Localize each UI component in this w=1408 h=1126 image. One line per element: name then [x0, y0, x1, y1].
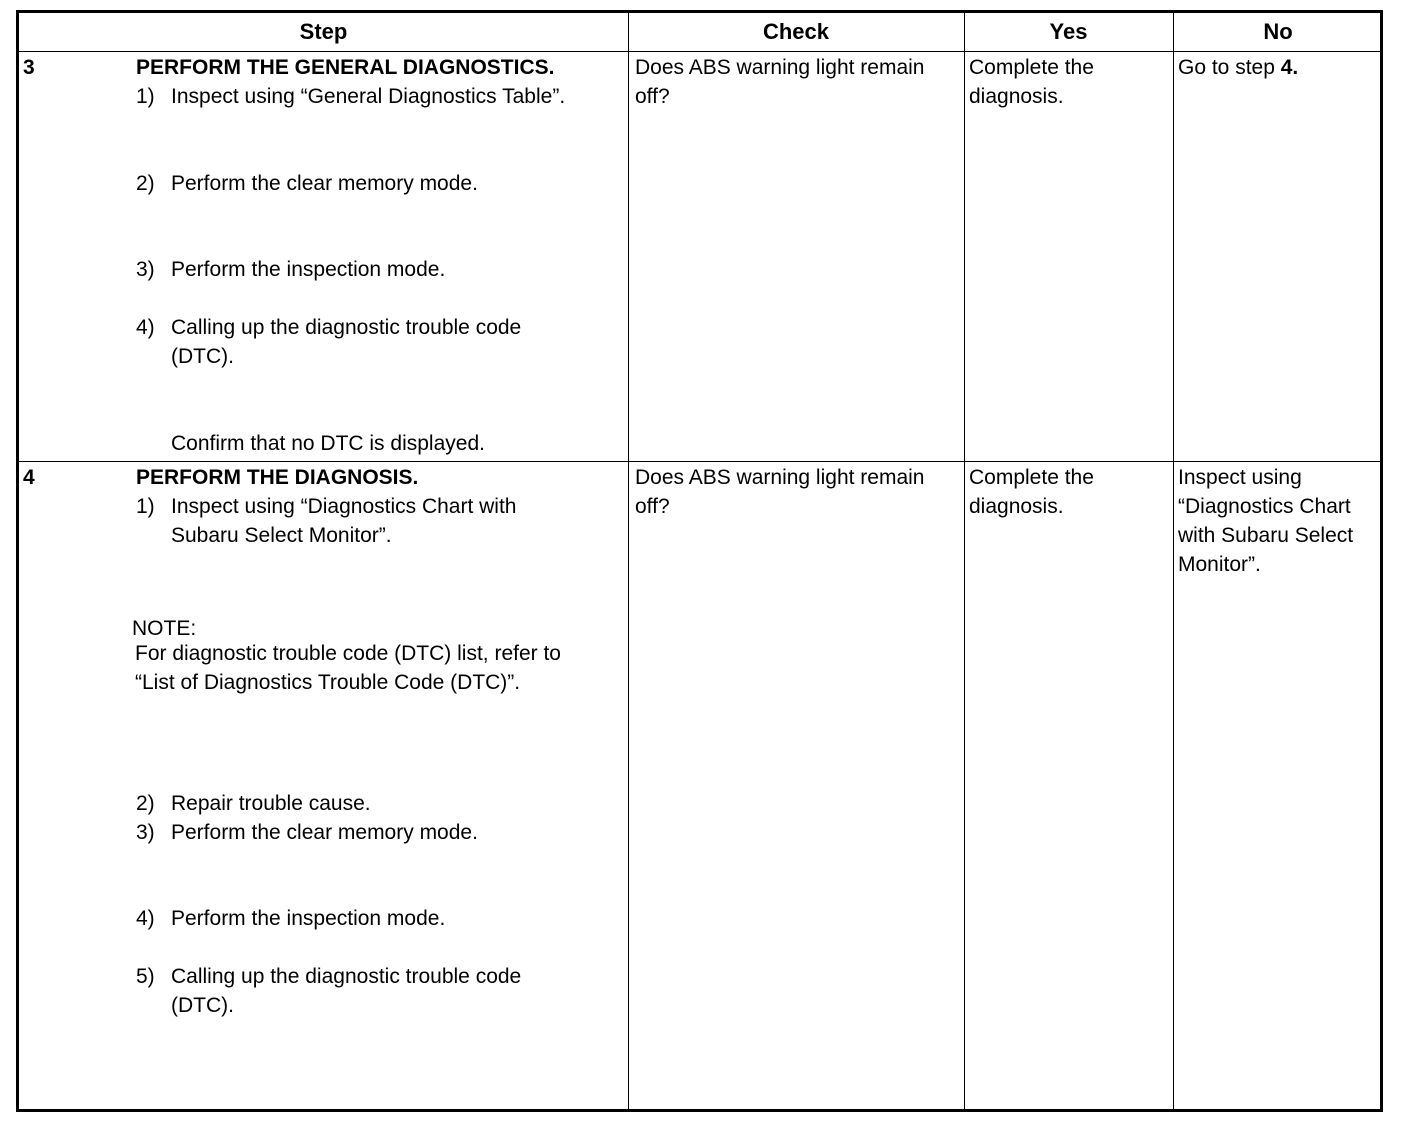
- substep-text: Perform the inspection mode.: [171, 258, 446, 281]
- substep-number: 5): [136, 965, 155, 988]
- diagnostic-table: [16, 10, 1383, 1112]
- check-text: Does ABS warning light remain: [635, 466, 925, 489]
- check-text: off?: [635, 495, 670, 518]
- substep-text: Inspect using “General Diagnostics Table”.: [171, 85, 566, 108]
- step-title: PERFORM THE DIAGNOSIS.: [136, 466, 419, 489]
- column-divider: [1173, 13, 1174, 1109]
- no-text: Monitor”.: [1178, 553, 1261, 576]
- substep-number: 1): [136, 85, 155, 108]
- substep-text: Calling up the diagnostic trouble code: [171, 316, 522, 339]
- no-prefix: Go to step: [1178, 56, 1281, 79]
- substep-number: 2): [136, 172, 155, 195]
- no-text: Inspect using: [1178, 466, 1302, 489]
- yes-text: diagnosis.: [969, 495, 1064, 518]
- substep-text: (DTC).: [171, 345, 234, 368]
- substep-text: Calling up the diagnostic trouble code: [171, 965, 522, 988]
- confirm-text: Confirm that no DTC is displayed.: [171, 432, 485, 455]
- no-text: [1178, 53, 1298, 82]
- substep-number: 4): [136, 316, 155, 339]
- substep-number: 2): [136, 792, 155, 815]
- substep-text: Perform the clear memory mode.: [171, 821, 478, 844]
- substep-text: Repair trouble cause.: [171, 792, 371, 815]
- step-number: 4: [23, 466, 35, 489]
- yes-text: Complete the: [969, 56, 1094, 79]
- column-divider: [964, 13, 965, 1109]
- substep-text: Perform the clear memory mode.: [171, 172, 478, 195]
- substep-number: 1): [136, 495, 155, 518]
- note-text: “List of Diagnostics Trouble Code (DTC)”.: [135, 671, 521, 694]
- yes-text: Complete the: [969, 466, 1094, 489]
- header-step: Step: [299, 19, 348, 44]
- header-no: No: [1263, 19, 1293, 44]
- substep-number: 3): [136, 821, 155, 844]
- column-divider: [628, 13, 629, 1109]
- no-text: “Diagnostics Chart: [1178, 495, 1351, 518]
- substep-text: Inspect using “Diagnostics Chart with: [171, 495, 517, 518]
- substep-text: Subaru Select Monitor”.: [171, 524, 392, 547]
- step-title: PERFORM THE GENERAL DIAGNOSTICS.: [136, 56, 555, 79]
- header-yes: Yes: [1049, 19, 1088, 44]
- header-check: Check: [762, 19, 830, 44]
- step-number: 3: [23, 56, 35, 79]
- row-divider: [19, 461, 1380, 462]
- substep-text: (DTC).: [171, 994, 234, 1017]
- yes-text: diagnosis.: [969, 85, 1064, 108]
- check-text: off?: [635, 85, 670, 108]
- substep-text: Perform the inspection mode.: [171, 907, 446, 930]
- no-text: with Subaru Select: [1178, 524, 1354, 547]
- check-text: Does ABS warning light remain: [635, 56, 925, 79]
- header-divider: [19, 51, 1380, 52]
- substep-number: 4): [136, 907, 155, 930]
- substep-number: 3): [136, 258, 155, 281]
- note-label: NOTE:: [132, 617, 197, 640]
- no-step-ref: 4.: [1280, 56, 1299, 79]
- note-text: For diagnostic trouble code (DTC) list, refer to: [135, 642, 561, 665]
